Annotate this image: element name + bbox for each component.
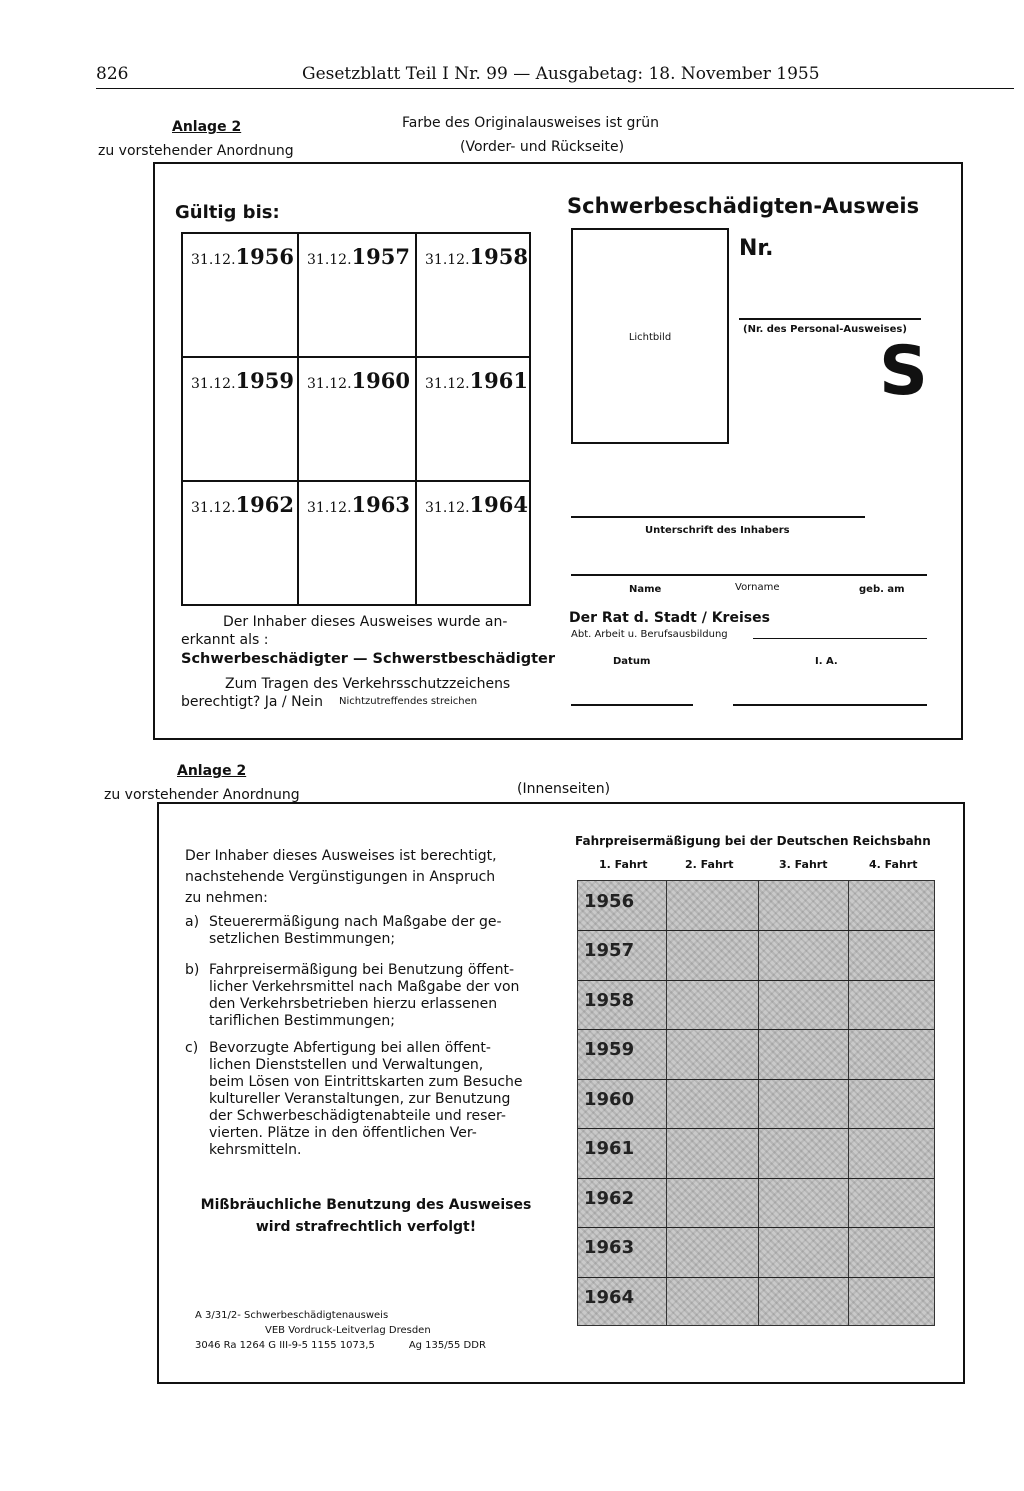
official-signature-line	[733, 704, 927, 706]
name-line	[571, 574, 927, 576]
traffic-sign-answer: berechtigt? Ja / Nein	[181, 694, 323, 710]
benefit-fare: b) Fahrpreisermäßigung bei Benutzung öffent- licher Verkehrsmittel nach Maßgabe der von den Verkehrsbetrieben hierzu erlassenen tariflichen Bestimmungen;	[185, 962, 520, 1029]
department-label: Abt. Arbeit u. Berufsausbildung	[571, 629, 728, 640]
rail-column-divider	[758, 881, 759, 1325]
validity-date: 31.12.1961	[425, 368, 528, 393]
validity-cell	[415, 232, 531, 356]
rail-discount-title: Fahrpreisermäßigung bei der Deutschen Reichsbahn	[575, 834, 931, 848]
rail-row-divider	[578, 1277, 934, 1278]
inner-anlage: Anlage 2	[177, 763, 247, 779]
rail-column-divider	[848, 881, 849, 1325]
on-behalf-label: I. A.	[815, 656, 838, 667]
benefits-intro: Der Inhaber dieses Ausweises ist berechtigt, nachstehende Vergünstigungen in Anspruch zu nehmen:	[185, 848, 497, 906]
rail-row-divider	[578, 1079, 934, 1080]
validity-cell	[297, 232, 415, 356]
valid-until-label: Gültig bis:	[175, 202, 280, 223]
validity-date: 31.12.1962	[191, 492, 294, 517]
benefit-priority: c) Bevorzugte Abfertigung bei allen öffent- lichen Dienststellen und Verwaltungen, beim Lösen von Eintrittskarten zum Besuche kultureller Veranstaltungen, zur Benutzung der Schwerbeschädigtenabteile und reser- vierten. Plätze in den öffentlichen Ver- kehrsmitteln.	[185, 1040, 523, 1158]
date-label: Datum	[613, 656, 651, 667]
validity-cell	[181, 232, 297, 356]
card-title: Schwerbeschädigten-Ausweis	[567, 194, 920, 218]
signature-label: Unterschrift des Inhabers	[645, 525, 790, 536]
rail-row-divider	[578, 1128, 934, 1129]
validity-date: 31.12.1963	[307, 492, 410, 517]
front-anlage: Anlage 2	[172, 119, 242, 135]
council-label: Der Rat d. Stadt / Kreises	[569, 610, 770, 626]
validity-cell	[297, 356, 415, 480]
validity-cell	[181, 480, 297, 606]
front-card	[153, 162, 963, 740]
validity-date: 31.12.1956	[191, 244, 294, 269]
inner-pages-label: (Innenseiten)	[517, 781, 611, 797]
strike-note: Nichtzutreffendes streichen	[339, 696, 478, 707]
validity-grid	[181, 232, 531, 606]
front-anordnung: zu vorstehender Anordnung	[98, 143, 294, 159]
rail-year: 1960	[584, 1089, 635, 1110]
inner-card	[157, 802, 965, 1384]
validity-date: 31.12.1960	[307, 368, 410, 393]
rail-year: 1956	[584, 891, 635, 912]
rail-year: 1964	[584, 1287, 635, 1308]
validity-cell	[415, 356, 531, 480]
validity-cell	[181, 356, 297, 480]
birthdate-label: geb. am	[859, 584, 905, 595]
trip-3-header: 3. Fahrt	[779, 858, 828, 871]
trip-4-header: 4. Fahrt	[869, 858, 918, 871]
validity-cell	[297, 480, 415, 606]
misuse-warning: Mißbräuchliche Benutzung des Ausweises wird strafrechtlich verfolgt!	[200, 1197, 532, 1235]
department-line	[753, 638, 927, 639]
inner-anordnung: zu vorstehender Anordnung	[104, 787, 300, 803]
firstname-label: Vorname	[735, 582, 780, 593]
category-letter: S	[879, 332, 928, 411]
gazette-title: Gesetzblatt Teil I Nr. 99 — Ausgabetag: 18. November 1955	[302, 64, 820, 84]
rail-year: 1963	[584, 1237, 635, 1258]
rail-row-divider	[578, 1227, 934, 1228]
rail-row-divider	[578, 980, 934, 981]
rail-year: 1961	[584, 1138, 635, 1159]
rail-year: 1958	[584, 990, 635, 1011]
card-number-label: Nr.	[739, 236, 774, 261]
signature-line	[571, 516, 865, 518]
color-note-sides: (Vorder- und Rückseite)	[460, 139, 625, 155]
holder-text-2: erkannt als :	[181, 632, 269, 648]
trip-1-header: 1. Fahrt	[599, 858, 648, 871]
holder-text: Der Inhaber dieses Ausweises wurde an-	[223, 614, 508, 630]
photo-box	[571, 228, 729, 444]
rail-year: 1962	[584, 1188, 635, 1209]
color-note: Farbe des Originalausweises ist grün	[402, 115, 659, 131]
benefit-tax: a) Steuerermäßigung nach Maßgabe der ge- setzlichen Bestimmungen;	[185, 914, 502, 947]
validity-date: 31.12.1957	[307, 244, 410, 269]
header-rule	[96, 88, 1014, 89]
validity-date: 31.12.1959	[191, 368, 294, 393]
page-number: 826	[96, 64, 129, 84]
validity-cell	[415, 480, 531, 606]
rail-year: 1957	[584, 940, 635, 961]
printer-imprint: A 3/31/2- Schwerbeschädigtenausweis VEB Vordruck-Leitverlag Dresden 3046 Ra 1264 G III-9-5 1155 1073,5 Ag 135/55 DDR	[195, 1310, 486, 1351]
personal-id-label: (Nr. des Personal-Ausweises)	[743, 324, 907, 335]
rail-row-divider	[578, 1178, 934, 1179]
holder-category: Schwerbeschädigter — Schwerstbeschädigter	[181, 651, 556, 667]
rail-year: 1959	[584, 1039, 635, 1060]
trip-2-header: 2. Fahrt	[685, 858, 734, 871]
personal-id-line	[739, 318, 921, 320]
rail-row-divider	[578, 930, 934, 931]
rail-table	[577, 880, 935, 1326]
rail-row-divider	[578, 1029, 934, 1030]
photo-label: Lichtbild	[628, 332, 672, 343]
name-label: Name	[629, 584, 662, 595]
validity-date: 31.12.1964	[425, 492, 528, 517]
rail-column-divider	[666, 881, 667, 1325]
traffic-sign-text: Zum Tragen des Verkehrsschutzzeichens	[225, 676, 511, 692]
validity-date: 31.12.1958	[425, 244, 528, 269]
date-line	[571, 704, 693, 706]
